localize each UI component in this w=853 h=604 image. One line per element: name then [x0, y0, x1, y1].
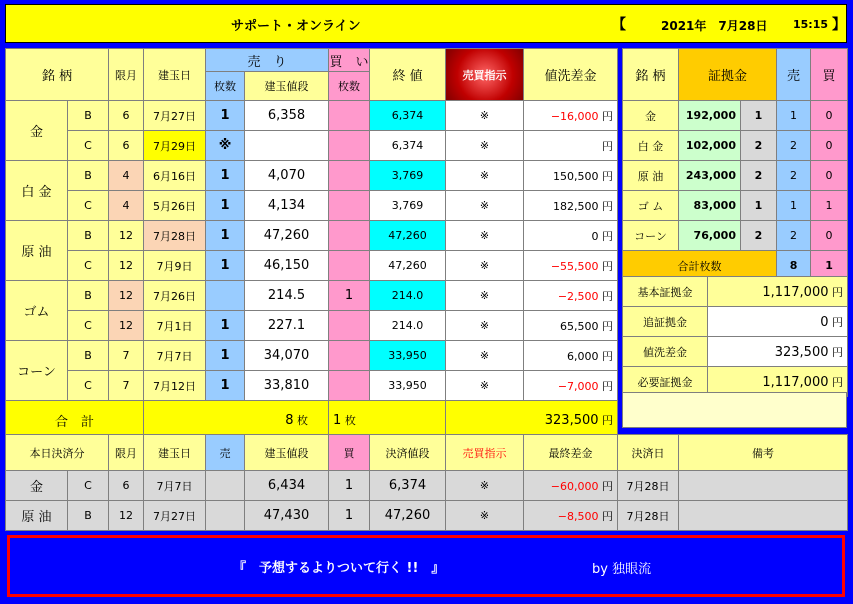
- table-row: [6, 371, 618, 401]
- margin-buy: 0: [811, 221, 848, 251]
- settle-col-tategyoku-nedan: 建玉値段: [245, 435, 329, 471]
- footer-message: 『 予想するよりついて行く !! 』: [233, 561, 445, 576]
- settle-day: 7月28日: [618, 471, 679, 501]
- settle-col-kai: 買: [329, 435, 370, 471]
- settle-col-kessai-nedan: 決済値段: [370, 435, 446, 471]
- table-row: [6, 281, 618, 311]
- diff-cell: −7,000 円: [524, 371, 618, 401]
- bracket-right: 】: [832, 17, 846, 33]
- table-row: [623, 131, 848, 161]
- table-row: [6, 251, 618, 281]
- kind-cell: C: [68, 131, 109, 161]
- col-maisu-sell: 枚数: [206, 72, 245, 101]
- summary-row: [623, 337, 848, 367]
- month-cell: 4: [109, 191, 144, 221]
- margin-col-uri: 売: [777, 49, 811, 101]
- diff-cell: 150,500 円: [524, 161, 618, 191]
- table-row: [6, 131, 618, 161]
- entry-price-cell: 47,260: [245, 221, 329, 251]
- month-cell: 12: [109, 251, 144, 281]
- entry-price-cell: 33,810: [245, 371, 329, 401]
- summary-label: 基本証拠金: [623, 277, 708, 307]
- buy-qty-cell: [329, 341, 370, 371]
- date-cell: 6月16日: [144, 161, 206, 191]
- margin-name: ゴ ム: [623, 191, 679, 221]
- kind-cell: B: [68, 101, 109, 131]
- margin-col-shokokin: 証拠金: [679, 49, 777, 101]
- entry-price-cell: 6,358: [245, 101, 329, 131]
- sell-qty-cell: 1: [206, 101, 245, 131]
- signal-cell: ※: [446, 251, 524, 281]
- signal-cell: ※: [446, 341, 524, 371]
- settle-col-today: 本日決済分: [6, 435, 109, 471]
- summary-value: 1,117,000 円: [708, 367, 848, 397]
- entry-price-cell: 4,134: [245, 191, 329, 221]
- col-tategyoku-nedan: 建玉値段: [245, 72, 329, 101]
- margin-total-sell: 8: [777, 251, 811, 281]
- margin-count: 2: [741, 161, 777, 191]
- col-kai: 買 い: [329, 49, 370, 72]
- settle-signal: ※: [446, 471, 524, 501]
- sell-qty-cell: 1: [206, 161, 245, 191]
- commodity-name: 金: [6, 101, 68, 161]
- date-cell: 7月26日: [144, 281, 206, 311]
- settlement-table: [5, 434, 848, 531]
- close-price-cell: 3,769: [370, 191, 446, 221]
- footer-banner: [7, 535, 845, 597]
- settle-diff: −8,500 円: [524, 501, 618, 531]
- settle-col-saishu: 最終差金: [524, 435, 618, 471]
- table-row: [6, 191, 618, 221]
- sell-qty-cell: 1: [206, 191, 245, 221]
- margin-count: 1: [741, 101, 777, 131]
- margin-buy: 0: [811, 131, 848, 161]
- settle-col-uri: 売: [206, 435, 245, 471]
- kind-cell: C: [68, 371, 109, 401]
- summary-label: 必要証拠金: [623, 367, 708, 397]
- summary-row: [623, 307, 848, 337]
- month-cell: 6: [109, 131, 144, 161]
- margin-table: [622, 48, 848, 281]
- date-cell: 7月12日: [144, 371, 206, 401]
- margin-name: 白 金: [623, 131, 679, 161]
- signal-cell: ※: [446, 191, 524, 221]
- close-price-cell: 33,950: [370, 341, 446, 371]
- settle-close: 6,374: [370, 471, 446, 501]
- close-price-cell: 214.0: [370, 311, 446, 341]
- settle-close: 47,260: [370, 501, 446, 531]
- margin-count: 1: [741, 191, 777, 221]
- commodity-name: ゴム: [6, 281, 68, 341]
- col-owarine: 終 値: [370, 49, 446, 101]
- settle-buy: 1: [329, 501, 370, 531]
- entry-price-cell: [245, 131, 329, 161]
- settle-note: [679, 501, 848, 531]
- month-cell: 7: [109, 341, 144, 371]
- settle-price: 6,434: [245, 471, 329, 501]
- settle-kind: B: [68, 501, 109, 531]
- table-row: [6, 311, 618, 341]
- settle-col-gengetsu: 限月: [109, 435, 144, 471]
- header-bar: [5, 4, 847, 43]
- diff-cell: −2,500 円: [524, 281, 618, 311]
- margin-sell: 2: [777, 131, 811, 161]
- kind-cell: B: [68, 341, 109, 371]
- settle-month: 12: [109, 501, 144, 531]
- entry-price-cell: 214.5: [245, 281, 329, 311]
- summary-table: [622, 276, 848, 397]
- sell-qty-cell: 1: [206, 311, 245, 341]
- margin-count: 2: [741, 131, 777, 161]
- summary-blank: [622, 392, 847, 428]
- kind-cell: B: [68, 161, 109, 191]
- margin-name: 原 油: [623, 161, 679, 191]
- signal-cell: ※: [446, 371, 524, 401]
- sell-qty-cell: ※: [206, 131, 245, 161]
- margin-sell: 1: [777, 101, 811, 131]
- total-sell: 8 枚: [144, 401, 329, 440]
- settle-col-baibai: 売買指示: [446, 435, 524, 471]
- table-row: [6, 101, 618, 131]
- settle-note: [679, 471, 848, 501]
- date-cell: 7月27日: [144, 101, 206, 131]
- buy-qty-cell: 1: [329, 281, 370, 311]
- commodity-name: コーン: [6, 341, 68, 401]
- close-price-cell: 214.0: [370, 281, 446, 311]
- diff-cell: −55,500 円: [524, 251, 618, 281]
- settle-date: 7月27日: [144, 501, 206, 531]
- margin-buy: 0: [811, 101, 848, 131]
- date-cell: 7月1日: [144, 311, 206, 341]
- col-meigara: 銘 柄: [6, 49, 109, 101]
- col-gengetsu: 限月: [109, 49, 144, 101]
- summary-value: 323,500 円: [708, 337, 848, 367]
- sell-qty-cell: 1: [206, 221, 245, 251]
- close-price-cell: 3,769: [370, 161, 446, 191]
- date-cell: 5月26日: [144, 191, 206, 221]
- buy-qty-cell: [329, 191, 370, 221]
- diff-cell: 182,500 円: [524, 191, 618, 221]
- buy-qty-cell: [329, 101, 370, 131]
- app-title: サポート・オンライン: [231, 19, 361, 34]
- margin-sell: 2: [777, 221, 811, 251]
- signal-cell: ※: [446, 281, 524, 311]
- total-buy: 1 枚: [329, 401, 446, 440]
- kind-cell: C: [68, 311, 109, 341]
- kind-cell: C: [68, 251, 109, 281]
- table-row: [623, 101, 848, 131]
- table-row: [623, 191, 848, 221]
- month-cell: 12: [109, 221, 144, 251]
- margin-amount: 192,000: [679, 101, 741, 131]
- diff-cell: 0 円: [524, 221, 618, 251]
- margin-amount: 76,000: [679, 221, 741, 251]
- margin-name: 金: [623, 101, 679, 131]
- settle-col-kessaibi: 決済日: [618, 435, 679, 471]
- close-price-cell: 33,950: [370, 371, 446, 401]
- buy-qty-cell: [329, 131, 370, 161]
- margin-count: 2: [741, 221, 777, 251]
- margin-total-buy: 1: [811, 251, 848, 281]
- col-uri: 売 り: [206, 49, 329, 72]
- close-price-cell: 6,374: [370, 131, 446, 161]
- bracket-left: 【: [612, 17, 626, 33]
- table-row: [6, 341, 618, 371]
- month-cell: 7: [109, 371, 144, 401]
- settle-sell: [206, 501, 245, 531]
- total-diff: 323,500 円: [446, 401, 618, 440]
- col-baibai-shiji: 売買指示: [446, 49, 524, 101]
- month-cell: 6: [109, 101, 144, 131]
- settle-day: 7月28日: [618, 501, 679, 531]
- diff-cell: 円: [524, 131, 618, 161]
- col-neara: 値洗差金: [524, 49, 618, 101]
- entry-price-cell: 46,150: [245, 251, 329, 281]
- month-cell: 4: [109, 161, 144, 191]
- margin-col-meigara: 銘 柄: [623, 49, 679, 101]
- summary-value: 0 円: [708, 307, 848, 337]
- close-price-cell: 6,374: [370, 101, 446, 131]
- commodity-name: 白 金: [6, 161, 68, 221]
- margin-col-kai: 買: [811, 49, 848, 101]
- table-row: [6, 161, 618, 191]
- signal-cell: ※: [446, 161, 524, 191]
- sell-qty-cell: 1: [206, 371, 245, 401]
- sell-qty-cell: 1: [206, 251, 245, 281]
- diff-cell: 65,500 円: [524, 311, 618, 341]
- margin-name: コーン: [623, 221, 679, 251]
- current-time: 15:15: [793, 18, 829, 31]
- buy-qty-cell: [329, 161, 370, 191]
- col-tategyokubi: 建玉日: [144, 49, 206, 101]
- margin-amount: 83,000: [679, 191, 741, 221]
- signal-cell: ※: [446, 131, 524, 161]
- month-cell: 12: [109, 281, 144, 311]
- date-cell: 7月28日: [144, 221, 206, 251]
- summary-label: 値洗差金: [623, 337, 708, 367]
- signal-cell: ※: [446, 221, 524, 251]
- settle-name: 原 油: [6, 501, 68, 531]
- settle-date: 7月7日: [144, 471, 206, 501]
- positions-table: [5, 48, 618, 440]
- date-cell: 7月29日: [144, 131, 206, 161]
- buy-qty-cell: [329, 371, 370, 401]
- settle-signal: ※: [446, 501, 524, 531]
- date-cell: 7月7日: [144, 341, 206, 371]
- month-cell: 12: [109, 311, 144, 341]
- summary-row: [623, 277, 848, 307]
- table-row: [623, 221, 848, 251]
- date-cell: 7月9日: [144, 251, 206, 281]
- summary-label: 追証拠金: [623, 307, 708, 337]
- buy-qty-cell: [329, 311, 370, 341]
- margin-amount: 243,000: [679, 161, 741, 191]
- entry-price-cell: 4,070: [245, 161, 329, 191]
- entry-price-cell: 34,070: [245, 341, 329, 371]
- col-maisu-buy: 枚数: [329, 72, 370, 101]
- settle-month: 6: [109, 471, 144, 501]
- current-date: 2021年 7月28日: [661, 19, 768, 33]
- margin-sell: 1: [777, 191, 811, 221]
- settle-kind: C: [68, 471, 109, 501]
- table-row: [623, 161, 848, 191]
- signal-cell: ※: [446, 101, 524, 131]
- settle-sell: [206, 471, 245, 501]
- table-row: [6, 221, 618, 251]
- close-price-cell: 47,260: [370, 251, 446, 281]
- settle-name: 金: [6, 471, 68, 501]
- table-row: [6, 501, 848, 531]
- table-row: [6, 471, 848, 501]
- signal-cell: ※: [446, 311, 524, 341]
- entry-price-cell: 227.1: [245, 311, 329, 341]
- total-label: 合 計: [6, 401, 144, 440]
- close-price-cell: 47,260: [370, 221, 446, 251]
- kind-cell: B: [68, 221, 109, 251]
- settle-buy: 1: [329, 471, 370, 501]
- settle-diff: −60,000 円: [524, 471, 618, 501]
- sell-qty-cell: [206, 281, 245, 311]
- footer-author: by 独眼流: [592, 562, 652, 577]
- margin-amount: 102,000: [679, 131, 741, 161]
- summary-value: 1,117,000 円: [708, 277, 848, 307]
- settle-price: 47,430: [245, 501, 329, 531]
- settle-col-tategyokubi: 建玉日: [144, 435, 206, 471]
- settle-col-biko: 備考: [679, 435, 848, 471]
- buy-qty-cell: [329, 221, 370, 251]
- margin-buy: 0: [811, 161, 848, 191]
- margin-sell: 2: [777, 161, 811, 191]
- sell-qty-cell: 1: [206, 341, 245, 371]
- buy-qty-cell: [329, 251, 370, 281]
- commodity-name: 原 油: [6, 221, 68, 281]
- diff-cell: 6,000 円: [524, 341, 618, 371]
- margin-total-label: 合計枚数: [623, 251, 777, 281]
- kind-cell: B: [68, 281, 109, 311]
- diff-cell: −16,000 円: [524, 101, 618, 131]
- margin-buy: 1: [811, 191, 848, 221]
- kind-cell: C: [68, 191, 109, 221]
